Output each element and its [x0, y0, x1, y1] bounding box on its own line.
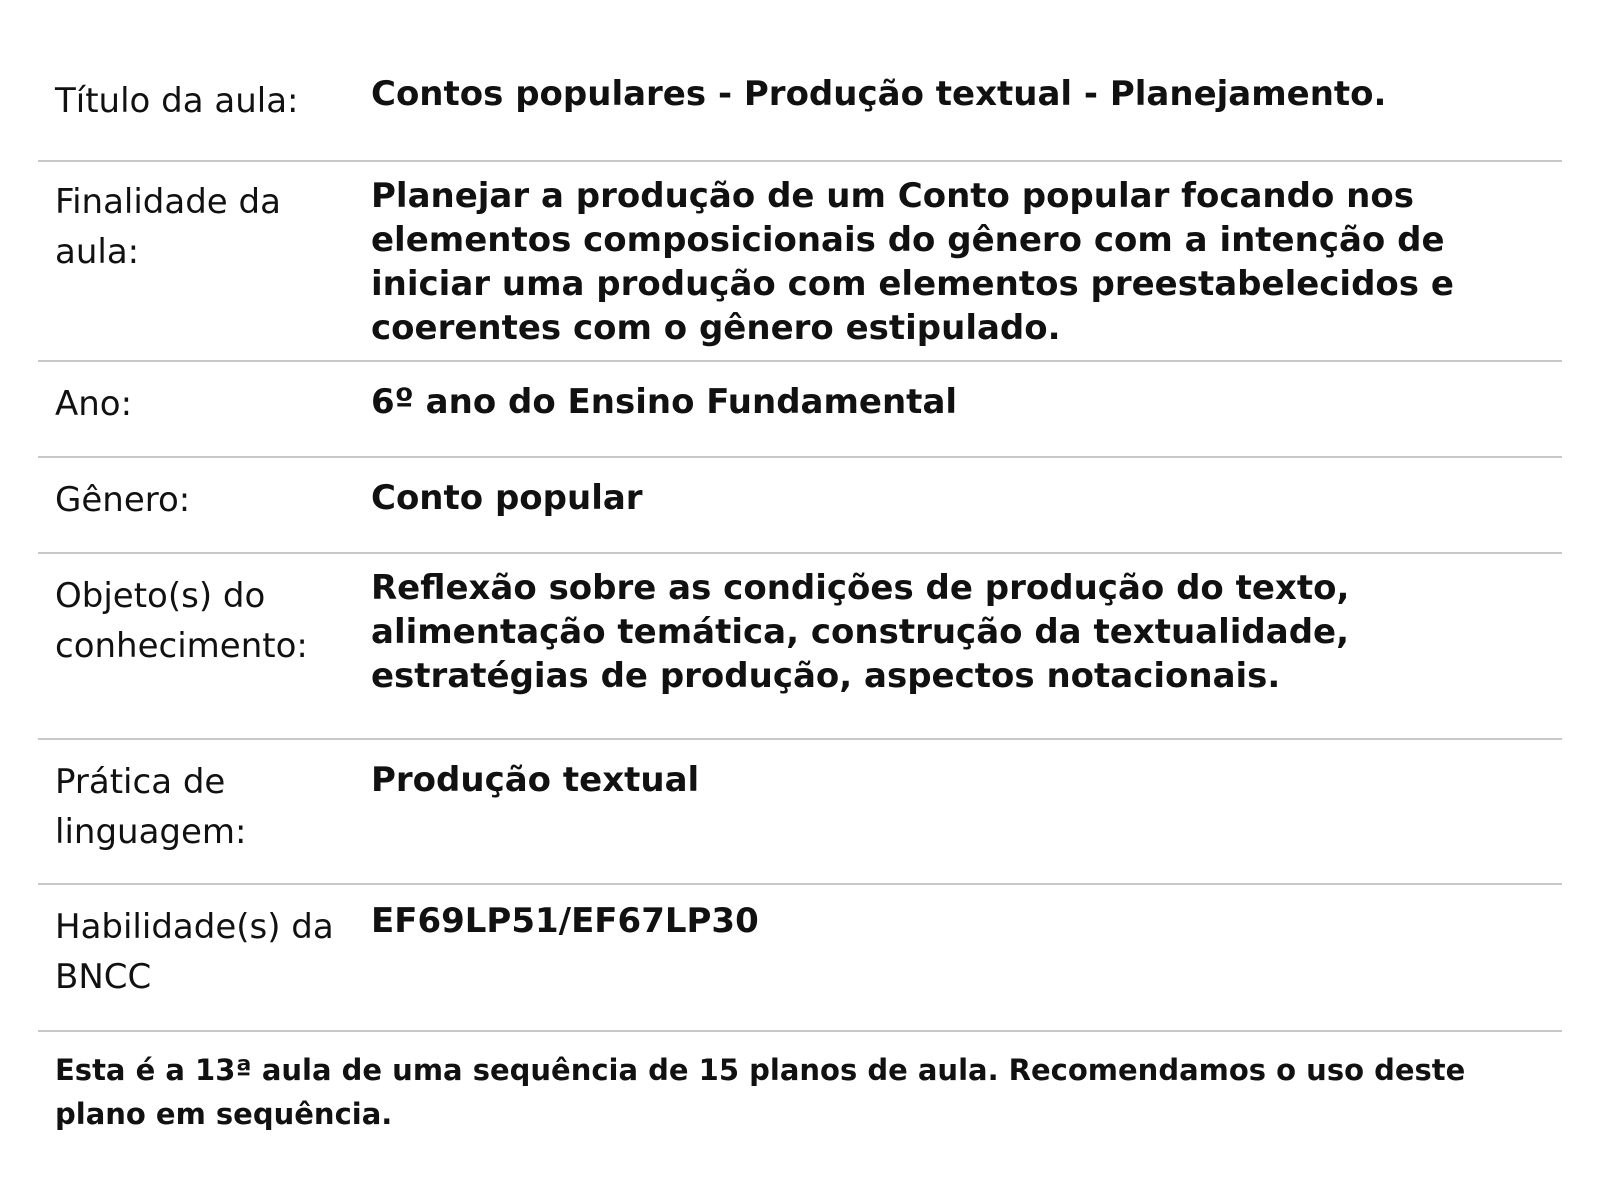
row-language-practice — [38, 740, 1562, 885]
bncc-skills-label: Habilidade(s) da BNCC — [55, 907, 334, 997]
bncc-skills-value: EF69LP51/EF67LP30 — [371, 901, 759, 941]
genre-label: Gênero: — [55, 480, 191, 520]
genre-value: Conto popular — [371, 478, 643, 518]
school-year-label: Ano: — [55, 384, 133, 424]
row-knowledge-objects — [38, 554, 1562, 740]
lesson-plan-document — [38, 0, 1562, 1136]
knowledge-objects-label: Objeto(s) do conhecimento: — [55, 576, 308, 666]
language-practice-value: Produção textual — [371, 760, 700, 800]
row-school-year — [38, 362, 1562, 458]
row-lesson-title — [38, 62, 1562, 162]
lesson-purpose-value: Planejar a produção de um Conto popular focando nos elementos composicionais do gênero com a intenção de iniciar uma produção com elementos preestabelecidos e coerentes com o gênero estipulado. — [371, 176, 1454, 348]
language-practice-label: Prática de linguagem: — [55, 762, 247, 852]
row-lesson-purpose — [38, 162, 1562, 362]
knowledge-objects-value: Reflexão sobre as condições de produção do texto, alimentação temática, construção da textualidade, estratégias de produção, aspectos notacionais. — [371, 568, 1350, 696]
row-bncc-skills — [38, 885, 1562, 1032]
lesson-title-value: Contos populares - Produção textual - Planejamento. — [371, 74, 1387, 114]
lesson-purpose-label: Finalidade da aula: — [55, 182, 281, 272]
school-year-value: 6º ano do Ensino Fundamental — [371, 382, 958, 422]
sequence-note: Esta é a 13ª aula de uma sequência de 15 planos de aula. Recomendamos o uso deste plano em sequência. — [55, 1053, 1466, 1131]
row-genre — [38, 458, 1562, 554]
lesson-title-label: Título da aula: — [55, 81, 299, 121]
